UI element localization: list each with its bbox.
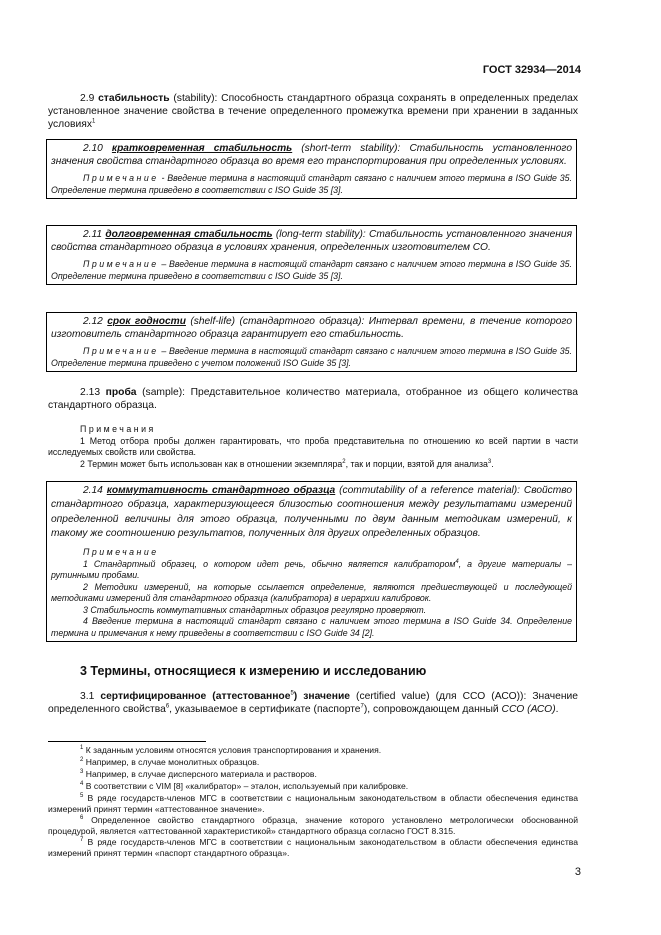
page-number: 3 bbox=[574, 866, 581, 878]
section-title: 3 Термины, относящиеся к измерению и исследованию bbox=[80, 664, 427, 678]
footnote-4: $^4$ В соответствии с VIM [8] «калибратор» – эталон, используемый при калибровке. bbox=[80, 781, 409, 791]
term-box-2-11: 2.11 долговременная стабильность (long-term stability): Стабильность установленного значения свойства стандартного образца в условиях хранения, определенных изготовителем СО. Примечание – Введение термина в настоящий стандарт связано с наличием этого термина в ISO Guide 35. Определение термина приведено в соответствии с ISO Guide 35 [3]. bbox=[46, 225, 577, 285]
term-2-13: 2.13 проба (sample): Представительное количество материала, отобранное из общего количества стандартного образца. bbox=[48, 387, 578, 411]
footnote-7: $^7$ В ряде государств-членов МГС в соответствии с национальным законодательством в области обеспечения единства измерений принят термин «паспорт стандартного образца». bbox=[48, 837, 578, 858]
notes-2-13: Примечания 1 Метод отбора пробы должен гарантировать, что проба представительна по отношению ко всей партии в части исследуемых свойств или свойства. 2 Термин может быть использован как в отношении экземпляра$^2$, так и порции, взятой для анализа$^3$. bbox=[48, 424, 578, 469]
footnote-2: $^2$ Например, в случае монолитных образцов. bbox=[80, 757, 260, 767]
term-box-2-12: 2.12 срок годности (shelf-life) (стандартного образца): Интервал времени, в течение которого изготовитель стандартного образца гарантирует его стабильность. Примечание – Введение термина в настоящий стандарт связано с наличием этого термина в ISO Guide 35. Определение термина приведено с учетом положений ISO Guide 35 [3]. bbox=[46, 312, 577, 372]
footnote-1: $^1$ К заданным условиям относятся условия транспортирования и хранения. bbox=[80, 745, 382, 755]
term-stability: стабильность bbox=[98, 93, 170, 104]
term-box-2-14: 2.14 коммутативность стандартного образца (commutability of a reference material): Свойство стандартного образца, характеризующееся близостью соотношения между результатами измерений определенной величины для этого образца, полученными по двум данным методикам измерений, к такому же соотношению результатов, полученных для других определенных образцов. Примечание 1 Стандартный образец, о котором идет речь, обычно является калибратором$^4$, а другие материалы – рутинными пробами. 2 Методики измерений, на которые ссылается определение, являются предшествующей и последующей методиками измерений для стандартного образца (калибратора) в иерархии калибровок. 3 Стабильность коммутативных стандартных образцов регулярно проверяют. 4 Введение термина в настоящий стандарт связано с наличием этого термина в ISO Guide 34. Определение термина и примечания к нему приведены в соответствии с ISO Guide 34 [2]. bbox=[46, 481, 577, 642]
footnote-separator bbox=[48, 741, 206, 742]
footnote-3: $^3$ Например, в случае дисперсного материала и растворов. bbox=[80, 769, 317, 779]
term-box-2-10: 2.10 кратковременная стабильность (short-term stability): Стабильность установленного значения свойства стандартного образца во время его транспортирования при определенных условиях. Примечание - Введение термина в настоящий стандарт связано с наличием этого термина в ISO Guide 35. Определение термина приведено в соответствии с ISO Guide 35 [3]. bbox=[46, 139, 577, 199]
footnote-6: $^6$ Определенное свойство стандартного образца, значение которого установлено метрологически обоснованной процедурой, является «аттестованной характеристикой» стандартного образца согласно ГОСТ 8.315. bbox=[48, 815, 578, 836]
term-2-9: 2.9 стабильность (stability): Способность стандартного образца сохранять в определенных пределах установленное значение свойства в течение определенного промежутка времени при хранении в заданных условиях$^1$ bbox=[48, 93, 578, 130]
standard-header: ГОСТ 32934—2014 bbox=[482, 64, 581, 76]
term-3-1: 3.1 сертифицированное (аттестованное$^5$) значение (certified value) (для ССО (АСО)): Значение определенного свойства$^6$, указываемое в сертификате (паспорте$^7$), сопровождающем данный ССО (АСО). bbox=[48, 690, 578, 715]
footnote-5: $^5$ В ряде государств-членов МГС в соответствии с национальным законодательством в области обеспечения единства измерений принят термин «аттестованное значение». bbox=[48, 793, 578, 814]
